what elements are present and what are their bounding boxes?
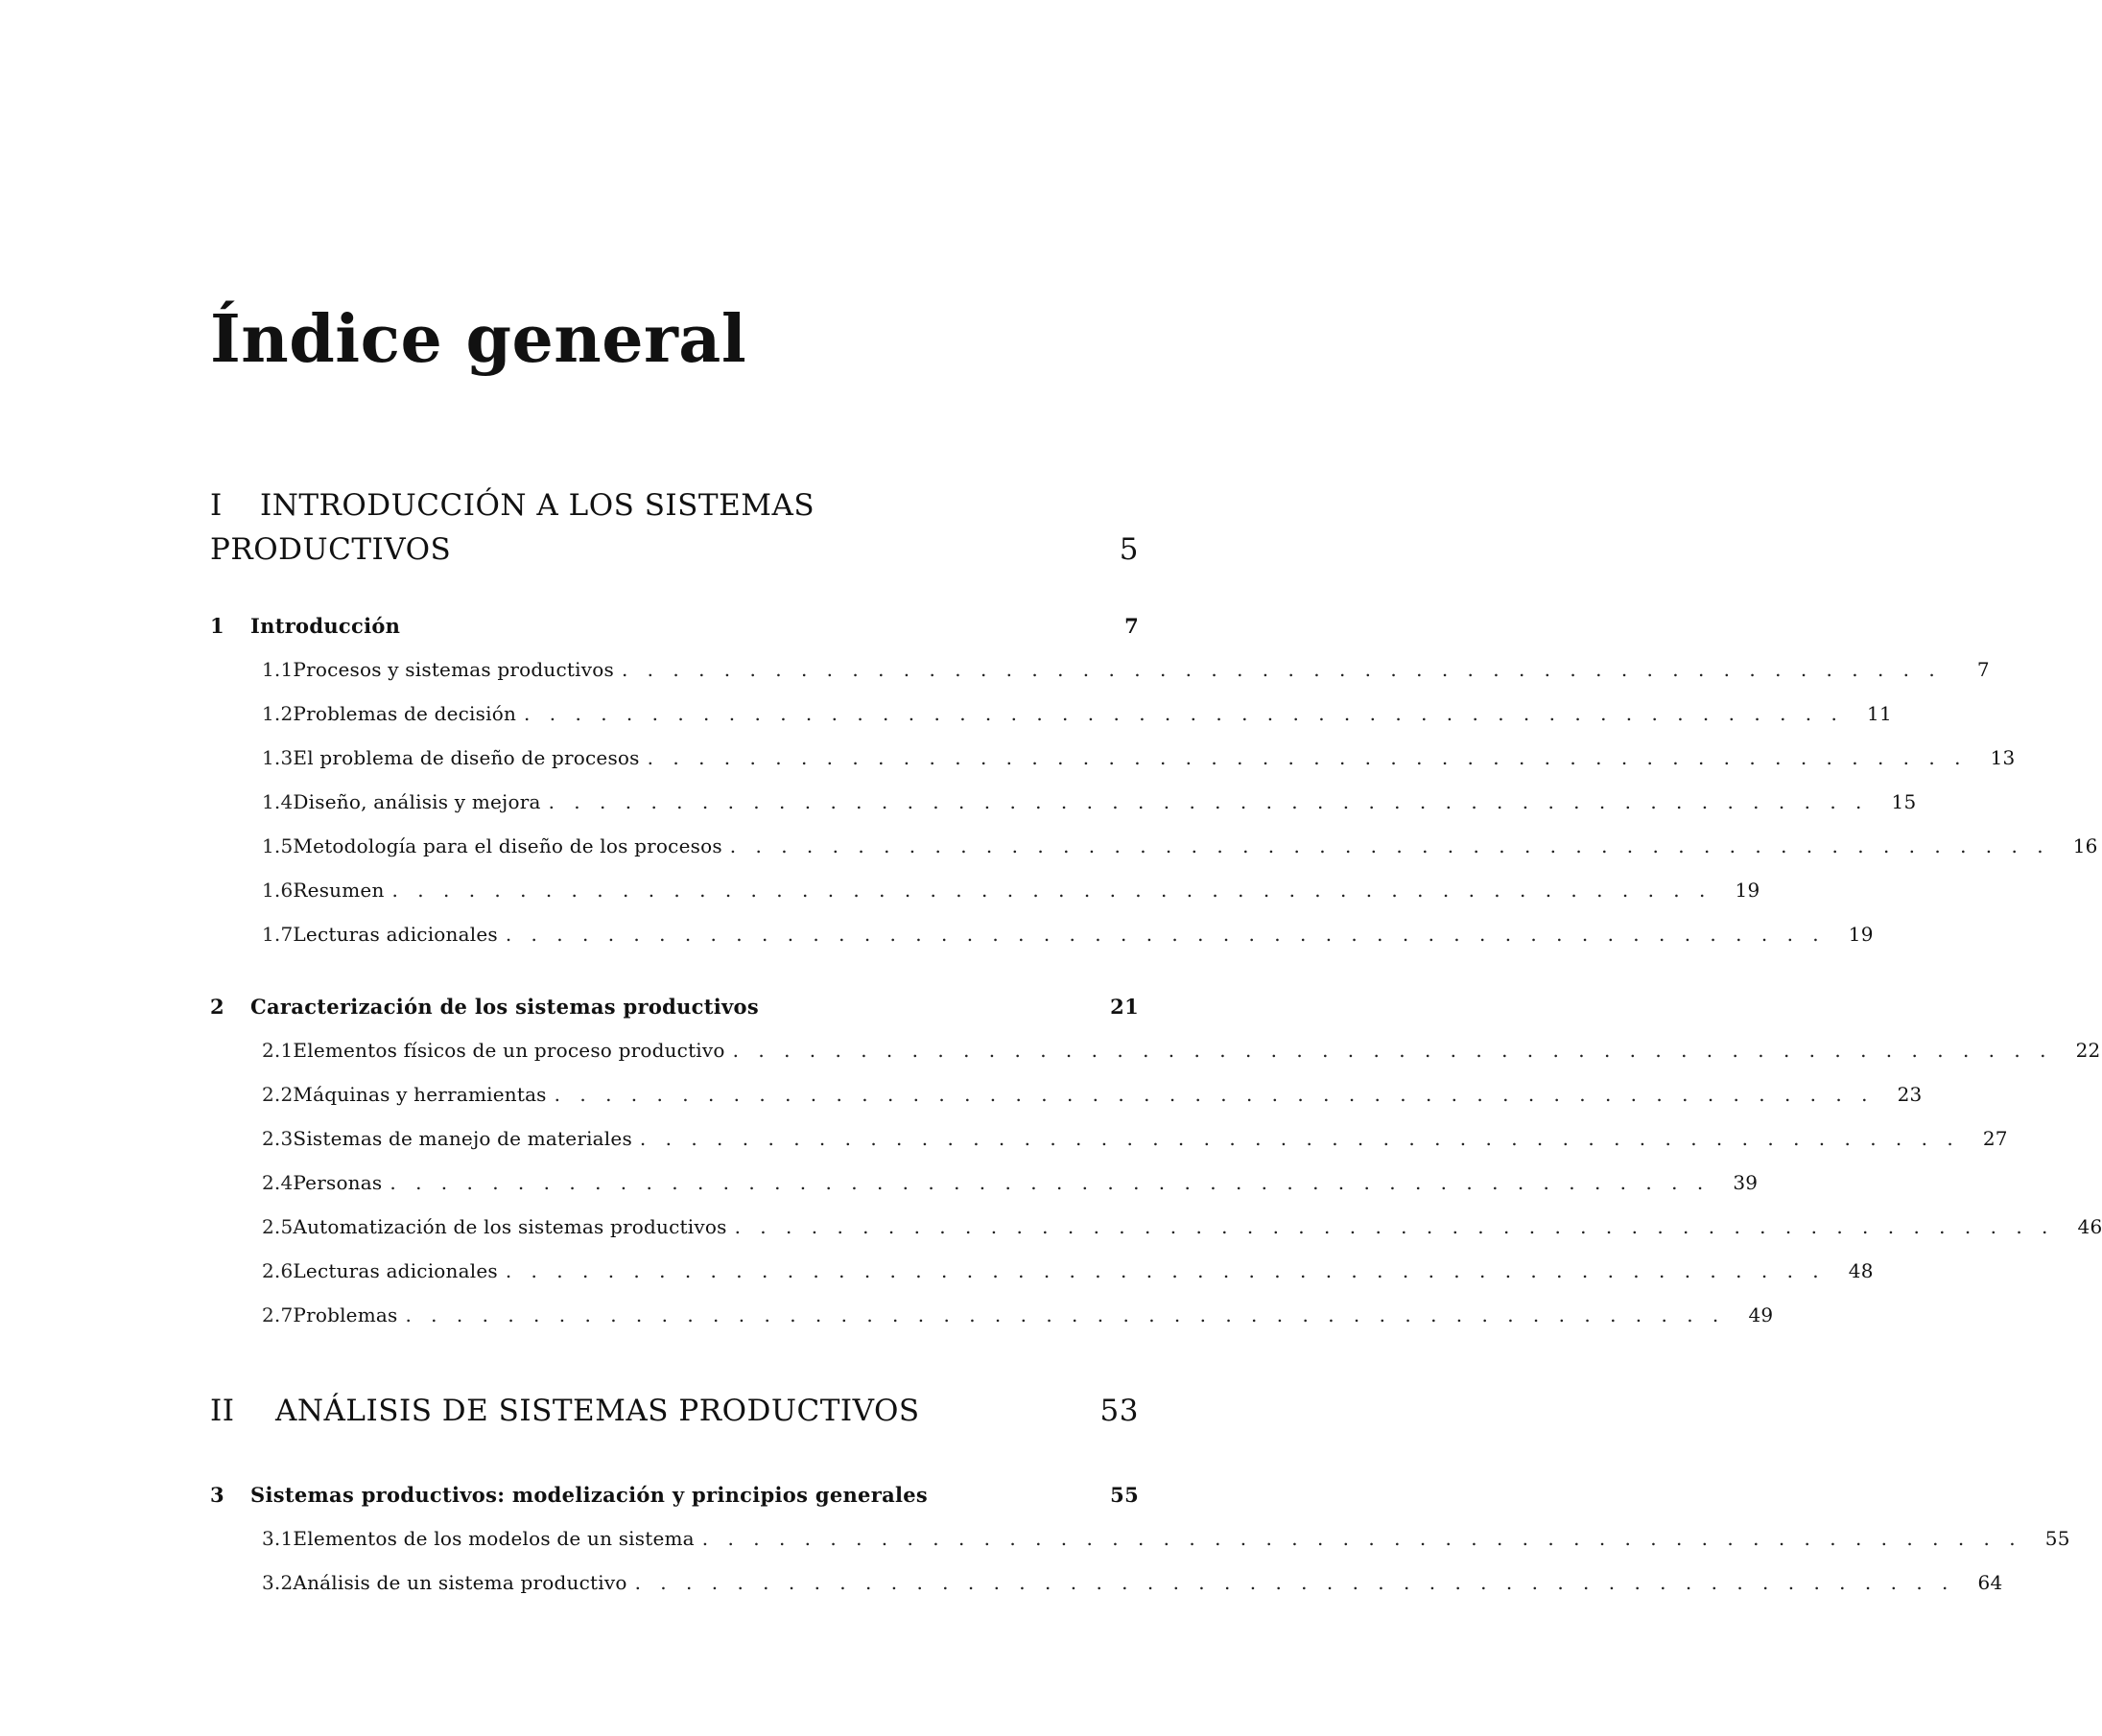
section-entry-2-1[interactable] [262,1039,2101,1067]
part-title-line1: ANÁLISIS DE SISTEMAS PRODUCTIVOS [275,1394,920,1428]
section-entry-3-1[interactable] [262,1527,2070,1556]
chapter-number: 3 [210,1483,224,1507]
section-page-number: 11 [1867,702,1892,725]
section-page-number: 46 [2077,1215,2102,1238]
dot-leader: . . . . . . . . . . . . . . . . . . . . . . . . . . . . . . . . . . . . . . . . . . . . . . . . . . . . [391,879,1712,902]
section-entry-2-3[interactable] [262,1127,2008,1156]
section-page-number: 19 [1848,923,1874,946]
section-number: 2.3 [262,1127,294,1150]
section-entry-1-2[interactable] [262,702,1892,731]
section-page-number: 19 [1735,879,1760,902]
section-page-number: 39 [1733,1171,1759,1194]
dot-leader: . . . . . . . . . . . . . . . . . . . . . . . . . . . . . . . . . . . . . . . . . . . . . . . . . . . . [524,702,1844,725]
section-title: Elementos de los modelos de un sistema [293,1527,695,1550]
dot-leader: . . . . . . . . . . . . . . . . . . . . . . . . . . . . . . . . . . . . . . . . . . . . . . . . . . . . [734,1215,2055,1238]
section-number: 1.3 [262,746,294,769]
section-page-number: 55 [2044,1527,2070,1550]
section-page-number: 15 [1891,790,1917,813]
section-page-number: 48 [1848,1259,1874,1282]
dot-leader: . . . . . . . . . . . . . . . . . . . . . . . . . . . . . . . . . . . . . . . . . . . . . . . . . . . . [621,658,1942,681]
chapter-entry-3[interactable] [210,1483,1139,1512]
section-number: 2.2 [262,1083,294,1106]
section-title: Máquinas y herramientas [293,1083,547,1106]
dot-leader: . . . . . . . . . . . . . . . . . . . . . . . . . . . . . . . . . . . . . . . . . . . . . . . . . . . . [554,1083,1875,1106]
section-number: 2.6 [262,1259,294,1282]
part-page-number: 5 [1119,532,1139,567]
section-page-number: 64 [1977,1571,2003,1594]
section-number: 2.1 [262,1039,294,1062]
section-entry-1-1[interactable] [262,658,1990,687]
section-number: 2.7 [262,1303,294,1326]
chapter-number: 1 [210,614,224,638]
section-number: 1.7 [262,923,294,946]
section-page-number: 7 [1976,658,1990,681]
part-number: II [210,1394,235,1428]
part-heading-I[interactable] [210,483,1139,572]
part-heading-II[interactable] [210,1389,1139,1433]
section-title: Procesos y sistemas productivos [293,658,614,681]
section-entry-2-2[interactable] [262,1083,1923,1112]
dot-leader: . . . . . . . . . . . . . . . . . . . . . . . . . . . . . . . . . . . . . . . . . . . . . . . . . . . . [634,1571,1955,1594]
chapter-page-number: 21 [1110,995,1139,1019]
dot-leader: . . . . . . . . . . . . . . . . . . . . . . . . . . . . . . . . . . . . . . . . . . . . . . . . . . . . [729,834,2050,857]
section-number: 1.1 [262,658,294,681]
section-title: Diseño, análisis y mejora [293,790,541,813]
dot-leader: . . . . . . . . . . . . . . . . . . . . . . . . . . . . . . . . . . . . . . . . . . . . . . . . . . . . [505,923,1826,946]
section-page-number: 16 [2072,834,2098,857]
dot-leader: . . . . . . . . . . . . . . . . . . . . . . . . . . . . . . . . . . . . . . . . . . . . . . . . . . . . [505,1259,1826,1282]
part-page-number: 53 [1099,1394,1139,1428]
dot-leader: . . . . . . . . . . . . . . . . . . . . . . . . . . . . . . . . . . . . . . . . . . . . . . . . . . . . [548,790,1869,813]
section-number: 3.1 [262,1527,294,1550]
section-title: Metodología para el diseño de los procesos [293,834,722,857]
section-entry-2-6[interactable] [262,1259,1874,1288]
dot-leader: . . . . . . . . . . . . . . . . . . . . . . . . . . . . . . . . . . . . . . . . . . . . . . . . . . . . [390,1171,1711,1194]
section-entry-1-4[interactable] [262,790,1917,819]
dot-leader: . . . . . . . . . . . . . . . . . . . . . . . . . . . . . . . . . . . . . . . . . . . . . . . . . . . . [701,1527,2022,1550]
section-page-number: 49 [1748,1303,1774,1326]
section-title: Resumen [293,879,385,902]
dot-leader: . . . . . . . . . . . . . . . . . . . . . . . . . . . . . . . . . . . . . . . . . . . . . . . . . . . . [732,1039,2053,1062]
section-number: 2.5 [262,1215,294,1238]
chapter-page-number: 55 [1110,1483,1139,1507]
section-entry-2-5[interactable] [262,1215,2102,1244]
section-number: 1.5 [262,834,294,857]
section-number: 1.6 [262,879,294,902]
chapter-title: Caracterización de los sistemas productivos [250,995,759,1019]
section-title: Automatización de los sistemas productivos [293,1215,727,1238]
section-entry-3-2[interactable] [262,1571,2003,1600]
section-entry-2-4[interactable] [262,1171,1759,1200]
section-number: 1.4 [262,790,294,813]
chapter-page-number: 7 [1124,614,1139,638]
section-number: 2.4 [262,1171,294,1194]
section-page-number: 22 [2075,1039,2101,1062]
section-title: Problemas de decisión [293,702,517,725]
part-number: I [210,488,223,523]
section-number: 3.2 [262,1571,294,1594]
chapter-number: 2 [210,995,224,1019]
chapter-title: Introducción [250,614,401,638]
section-title: Sistemas de manejo de materiales [293,1127,632,1150]
section-number: 1.2 [262,702,294,725]
section-title: Lecturas adicionales [293,923,498,946]
section-entry-1-3[interactable] [262,746,2016,775]
section-entry-1-6[interactable] [262,879,1760,907]
dot-leader: . . . . . . . . . . . . . . . . . . . . . . . . . . . . . . . . . . . . . . . . . . . . . . . . . . . . [647,746,1968,769]
chapter-title: Sistemas productivos: modelización y principios generales [250,1483,929,1507]
section-title: Lecturas adicionales [293,1259,498,1282]
chapter-entry-1[interactable] [210,614,1139,643]
dot-leader: . . . . . . . . . . . . . . . . . . . . . . . . . . . . . . . . . . . . . . . . . . . . . . . . . . . . [405,1303,1726,1326]
page-title: Índice general [210,301,747,378]
dot-leader: . . . . . . . . . . . . . . . . . . . . . . . . . . . . . . . . . . . . . . . . . . . . . . . . . . . . [639,1127,1960,1150]
section-title: Análisis de un sistema productivo [293,1571,627,1594]
section-title: Personas [293,1171,383,1194]
section-entry-2-7[interactable] [262,1303,1774,1332]
section-title: Problemas [293,1303,398,1326]
section-page-number: 13 [1990,746,2016,769]
part-title-line1: INTRODUCCIÓN A LOS SISTEMAS [260,488,815,523]
part-title-line2: PRODUCTIVOS [210,532,452,567]
section-entry-1-7[interactable] [262,923,1874,951]
section-title: El problema de diseño de procesos [293,746,640,769]
section-title: Elementos físicos de un proceso productivo [293,1039,725,1062]
section-page-number: 27 [1982,1127,2008,1150]
chapter-entry-2[interactable] [210,995,1139,1023]
section-entry-1-5[interactable] [262,834,2098,863]
section-page-number: 23 [1897,1083,1923,1106]
toc-page [210,0,2102,1736]
